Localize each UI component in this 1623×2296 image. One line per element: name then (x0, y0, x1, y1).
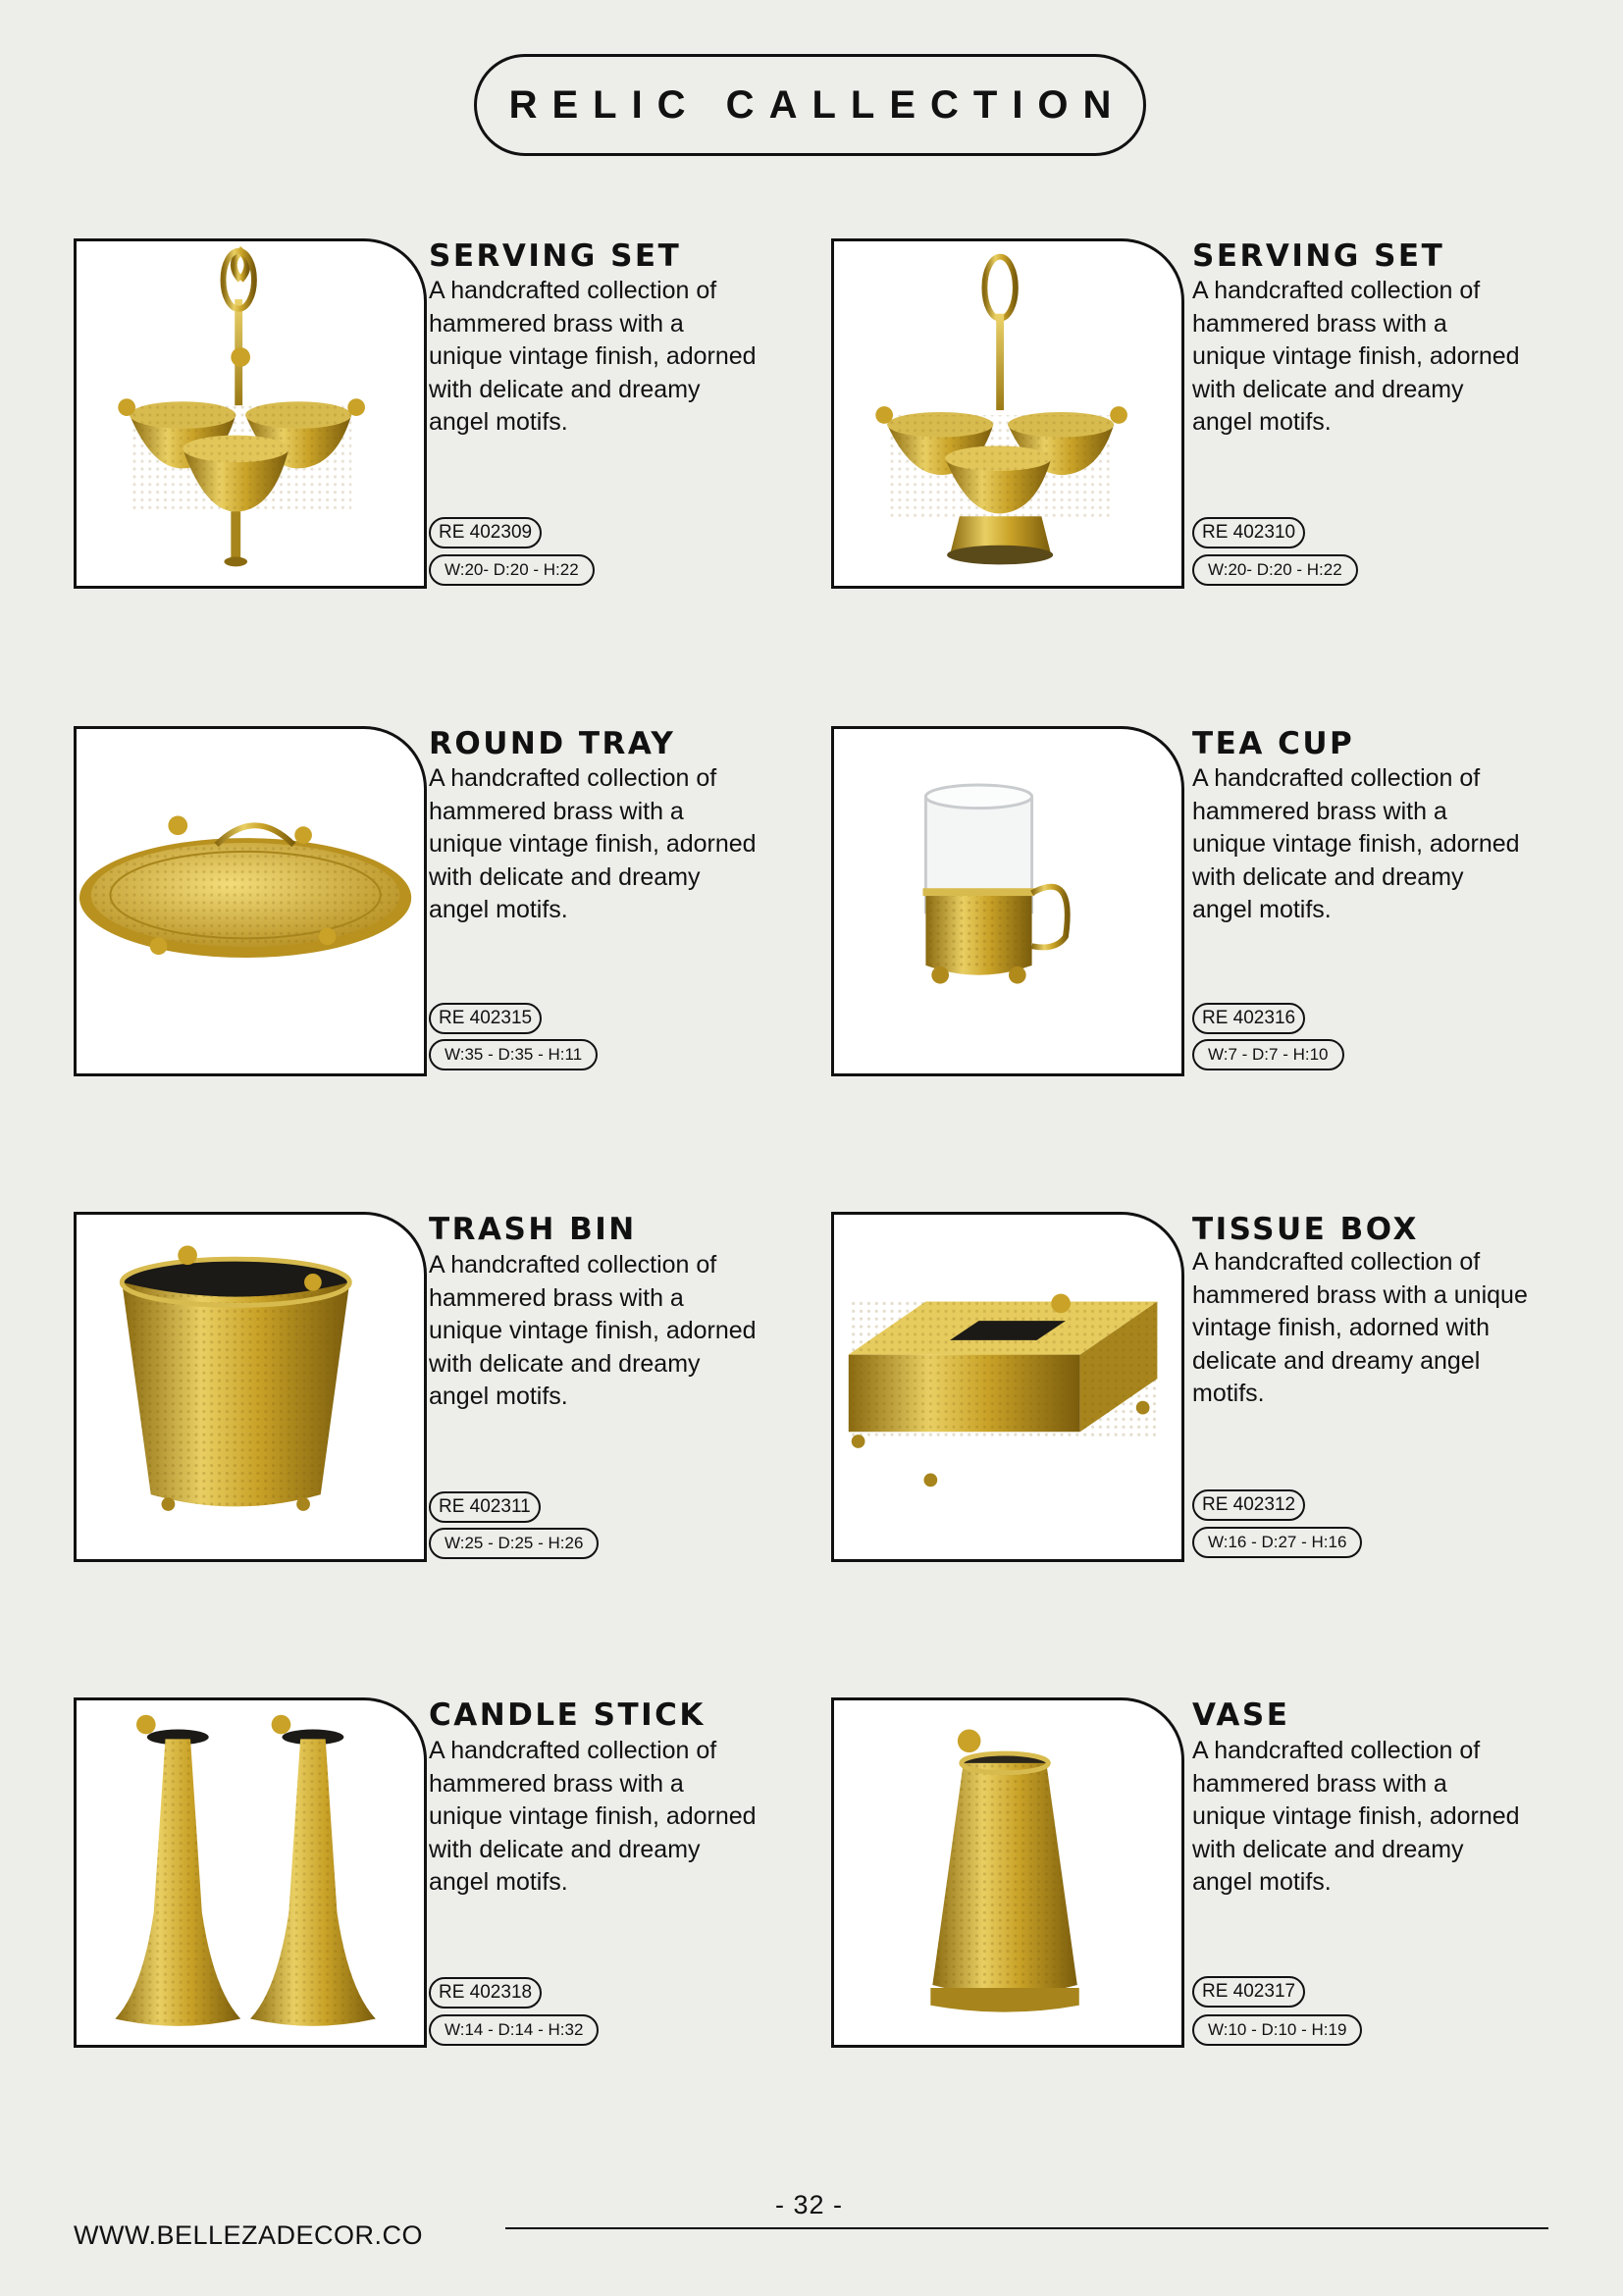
product-description: A handcrafted collection of hammered brass with a unique vintage finish, adorned with delicate and dreamy angel motifs. (429, 1737, 757, 1896)
footer-divider (505, 2227, 1548, 2229)
product-name: VASE (1192, 1697, 1290, 1733)
product-dimensions-badge: W:16 - D:27 - H:16 (1192, 1527, 1362, 1558)
product-ref-badge: RE 402316 (1192, 1003, 1305, 1034)
product-description: A handcrafted collection of hammered brass with a unique vintage finish, adorned with delicate and dreamy angel motifs. (429, 277, 757, 436)
product-dimensions-badge: W:20- D:20 - H:22 (429, 554, 595, 586)
product-name: TISSUE BOX (1192, 1212, 1419, 1247)
product-ref-badge: RE 402312 (1192, 1489, 1305, 1521)
product-name: TRASH BIN (429, 1212, 637, 1247)
round-tray-illustration (79, 815, 411, 958)
product-ref-badge: RE 402317 (1192, 1976, 1305, 2008)
website-link[interactable]: WWW.BELLEZADECOR.CO (74, 2220, 424, 2250)
product-image-trash-bin (74, 1212, 427, 1562)
product-image-tissue-box (831, 1212, 1184, 1562)
product-image-candle-stick (74, 1697, 427, 2048)
collection-title-pill (474, 54, 1146, 156)
candle-sticks-illustration (115, 1715, 375, 2026)
product-image-serving-set-2 (831, 238, 1184, 589)
product-dimensions-badge: W:7 - D:7 - H:10 (1192, 1039, 1344, 1070)
product-ref-badge: RE 402309 (429, 517, 542, 548)
product-ref-badge: RE 402310 (1192, 517, 1305, 548)
product-description: A handcrafted collection of hammered brass with a unique vintage finish, adorned with delicate and dreamy angel motifs. (429, 764, 757, 923)
product-name: CANDLE STICK (429, 1697, 706, 1733)
product-name: TEA CUP (1192, 726, 1355, 761)
product-description: A handcrafted collection of hammered brass with a unique vintage finish, adorned with delicate and dreamy angel motifs. (1192, 764, 1520, 923)
product-description: A handcrafted collection of hammered brass with a unique vintage finish, adorned with delicate and dreamy angel motifs. (1192, 277, 1520, 436)
product-description: A handcrafted collection of hammered brass with a unique vintage finish, adorned with delicate and dreamy angel motifs. (1192, 1737, 1520, 1896)
product-image-vase (831, 1697, 1184, 2048)
tissue-box-illustration (849, 1294, 1158, 1487)
product-dimensions-badge: W:25 - D:25 - H:26 (429, 1528, 599, 1559)
product-ref-badge: RE 402315 (429, 1003, 542, 1034)
product-description: A handcrafted collection of hammered brass with a unique vintage finish, adorned with delicate and dreamy angel motifs. (1192, 1248, 1528, 1407)
serving-set-pedestal-illustration (875, 257, 1127, 565)
serving-set-illustration (118, 251, 365, 567)
product-dimensions-badge: W:20- D:20 - H:22 (1192, 554, 1358, 586)
product-image-tea-cup (831, 726, 1184, 1076)
product-name: SERVING SET (429, 238, 682, 274)
product-dimensions-badge: W:35 - D:35 - H:11 (429, 1039, 598, 1070)
product-image-serving-set-1 (74, 238, 427, 589)
product-dimensions-badge: W:10 - D:10 - H:19 (1192, 2014, 1362, 2046)
collection-title: RELIC CALLECTION (508, 82, 1126, 127)
product-name: SERVING SET (1192, 238, 1445, 274)
product-ref-badge: RE 402311 (429, 1491, 541, 1523)
product-name: ROUND TRAY (429, 726, 676, 761)
product-dimensions-badge: W:14 - D:14 - H:32 (429, 2014, 599, 2046)
tea-cup-illustration (922, 785, 1067, 984)
product-ref-badge: RE 402318 (429, 1977, 542, 2009)
trash-bin-illustration (122, 1245, 349, 1510)
vase-illustration (930, 1729, 1078, 2011)
product-image-round-tray (74, 726, 427, 1076)
product-description: A handcrafted collection of hammered brass with a unique vintage finish, adorned with delicate and dreamy angel motifs. (429, 1251, 757, 1410)
page-number: - 32 - (775, 2190, 844, 2219)
